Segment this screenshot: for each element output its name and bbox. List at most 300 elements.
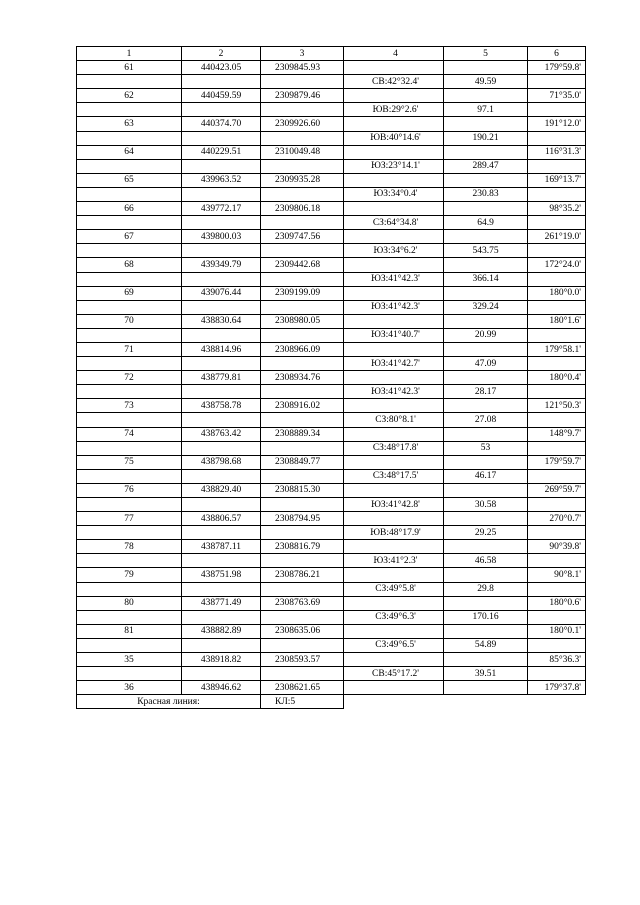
table-cell bbox=[444, 173, 528, 187]
table-row bbox=[77, 441, 586, 455]
table-cell: ЮЗ:34°0.4' bbox=[344, 187, 444, 201]
table-cell bbox=[528, 526, 586, 540]
table-cell bbox=[528, 244, 586, 258]
table-cell: 438946.62 bbox=[182, 681, 261, 695]
table-cell bbox=[528, 131, 586, 145]
table-cell: 440423.05 bbox=[182, 61, 261, 75]
table-cell: ЮЗ:23°14.1' bbox=[344, 159, 444, 173]
table-cell bbox=[444, 399, 528, 413]
column-header: 4 bbox=[344, 47, 444, 61]
table-cell: СЗ:49°6.3' bbox=[344, 610, 444, 624]
table-cell: 71 bbox=[77, 342, 182, 356]
table-cell: 2309199.09 bbox=[261, 286, 344, 300]
table-row bbox=[77, 159, 586, 173]
table-cell: 439076.44 bbox=[182, 286, 261, 300]
table-cell bbox=[261, 385, 344, 399]
table-cell bbox=[182, 216, 261, 230]
table-cell bbox=[182, 103, 261, 117]
table-cell bbox=[528, 216, 586, 230]
table-cell: 180°1.6' bbox=[528, 314, 586, 328]
table-cell bbox=[261, 526, 344, 540]
table-cell bbox=[528, 498, 586, 512]
table-cell bbox=[528, 413, 586, 427]
table-row bbox=[77, 568, 586, 582]
table-cell bbox=[444, 145, 528, 159]
table-cell: 2308966.09 bbox=[261, 342, 344, 356]
table-cell bbox=[182, 582, 261, 596]
table-cell: 261°19.0' bbox=[528, 230, 586, 244]
table-cell bbox=[77, 244, 182, 258]
table-cell: СЗ:64°34.8' bbox=[344, 216, 444, 230]
table-cell bbox=[77, 75, 182, 89]
table-cell bbox=[261, 300, 344, 314]
table-cell bbox=[528, 582, 586, 596]
table-cell bbox=[77, 216, 182, 230]
table-row bbox=[77, 117, 586, 131]
table-cell bbox=[528, 103, 586, 117]
table-cell: ЮЗ:41°42.3' bbox=[344, 385, 444, 399]
table-cell bbox=[344, 483, 444, 497]
table-cell: 180°0.1' bbox=[528, 624, 586, 638]
table-cell bbox=[261, 638, 344, 652]
table-cell: ЮЗ:34°6.2' bbox=[344, 244, 444, 258]
table-cell bbox=[77, 441, 182, 455]
table-cell: 2309845.93 bbox=[261, 61, 344, 75]
table-cell bbox=[444, 230, 528, 244]
column-header: 6 bbox=[528, 47, 586, 61]
table-cell: 85°36.3' bbox=[528, 653, 586, 667]
table-cell bbox=[77, 300, 182, 314]
table-cell bbox=[344, 61, 444, 75]
table-cell bbox=[344, 258, 444, 272]
table-cell bbox=[444, 202, 528, 216]
table-cell bbox=[182, 272, 261, 286]
table-cell: 439963.52 bbox=[182, 173, 261, 187]
table-cell bbox=[77, 498, 182, 512]
table-cell: 179°37.8' bbox=[528, 681, 586, 695]
table-cell: ЮЗ:41°42.7' bbox=[344, 357, 444, 371]
table-cell bbox=[77, 610, 182, 624]
table-cell: 180°0.6' bbox=[528, 596, 586, 610]
table-cell bbox=[261, 216, 344, 230]
table-cell: 2310049.48 bbox=[261, 145, 344, 159]
red-line-value: КЛ:5 bbox=[261, 695, 344, 709]
table-row bbox=[77, 258, 586, 272]
table-cell: 438830.64 bbox=[182, 314, 261, 328]
table-cell bbox=[77, 272, 182, 286]
table-cell: 543.75 bbox=[444, 244, 528, 258]
table-cell bbox=[261, 469, 344, 483]
table-row bbox=[77, 540, 586, 554]
table-cell bbox=[444, 624, 528, 638]
table-cell: 438751.98 bbox=[182, 568, 261, 582]
table-cell: ЮВ:40°14.6' bbox=[344, 131, 444, 145]
table-cell bbox=[444, 89, 528, 103]
table-cell: 180°0.4' bbox=[528, 371, 586, 385]
table-cell: 438779.81 bbox=[182, 371, 261, 385]
table-cell bbox=[261, 272, 344, 286]
table-cell: 75 bbox=[77, 455, 182, 469]
table-cell: 20.99 bbox=[444, 328, 528, 342]
table-cell bbox=[444, 455, 528, 469]
table-cell bbox=[528, 638, 586, 652]
table-cell: 439800.03 bbox=[182, 230, 261, 244]
table-cell: 2308916.02 bbox=[261, 399, 344, 413]
table-row bbox=[77, 328, 586, 342]
table-cell: 2308786.21 bbox=[261, 568, 344, 582]
table-row bbox=[77, 103, 586, 117]
table-row bbox=[77, 286, 586, 300]
red-line-label: Красная линия: bbox=[77, 695, 261, 709]
table-cell bbox=[182, 441, 261, 455]
table-cell bbox=[261, 244, 344, 258]
table-cell bbox=[344, 230, 444, 244]
table-cell: 329.24 bbox=[444, 300, 528, 314]
table-cell: 179°59.8' bbox=[528, 61, 586, 75]
table-row bbox=[77, 357, 586, 371]
table-cell: 30.58 bbox=[444, 498, 528, 512]
table-cell: 230.83 bbox=[444, 187, 528, 201]
table-cell bbox=[77, 638, 182, 652]
table-cell bbox=[528, 300, 586, 314]
table-cell bbox=[444, 653, 528, 667]
table-cell: 73 bbox=[77, 399, 182, 413]
table-cell bbox=[261, 610, 344, 624]
table-cell: 97.1 bbox=[444, 103, 528, 117]
table-cell: 46.58 bbox=[444, 554, 528, 568]
table-cell: 438918.82 bbox=[182, 653, 261, 667]
table-cell: 270°0.7' bbox=[528, 512, 586, 526]
table-row bbox=[77, 610, 586, 624]
table-cell bbox=[261, 187, 344, 201]
table-cell bbox=[182, 75, 261, 89]
table-cell bbox=[261, 441, 344, 455]
table-cell: 90°8.1' bbox=[528, 568, 586, 582]
table-cell: 2308635.06 bbox=[261, 624, 344, 638]
table-cell bbox=[77, 103, 182, 117]
table-row bbox=[77, 61, 586, 75]
coordinates-table bbox=[76, 46, 586, 709]
table-cell: 81 bbox=[77, 624, 182, 638]
table-cell: 46.17 bbox=[444, 469, 528, 483]
table-cell bbox=[261, 357, 344, 371]
table-cell bbox=[344, 596, 444, 610]
table-cell: ЮЗ:41°42.3' bbox=[344, 300, 444, 314]
table-cell: 63 bbox=[77, 117, 182, 131]
column-header: 1 bbox=[77, 47, 182, 61]
table-cell bbox=[77, 159, 182, 173]
table-cell: 2308980.05 bbox=[261, 314, 344, 328]
table-cell: 438771.49 bbox=[182, 596, 261, 610]
table-cell: 191°12.0' bbox=[528, 117, 586, 131]
table-cell: ЮЗ:41°42.8' bbox=[344, 498, 444, 512]
table-cell bbox=[444, 483, 528, 497]
table-row bbox=[77, 75, 586, 89]
table-cell: ЮЗ:41°42.3' bbox=[344, 272, 444, 286]
table-cell: 49.59 bbox=[444, 75, 528, 89]
table-cell: 190.21 bbox=[444, 131, 528, 145]
table-cell: 61 bbox=[77, 61, 182, 75]
table-cell bbox=[261, 159, 344, 173]
table-cell: 66 bbox=[77, 202, 182, 216]
table-cell: 2308593.57 bbox=[261, 653, 344, 667]
table-cell bbox=[77, 582, 182, 596]
table-cell: 90°39.8' bbox=[528, 540, 586, 554]
table-cell: 2308621.65 bbox=[261, 681, 344, 695]
table-cell: 39.51 bbox=[444, 667, 528, 681]
table-cell bbox=[77, 131, 182, 145]
table-cell: 366.14 bbox=[444, 272, 528, 286]
table-row bbox=[77, 342, 586, 356]
table-cell bbox=[444, 371, 528, 385]
table-cell bbox=[182, 413, 261, 427]
table-cell bbox=[182, 300, 261, 314]
table-cell: 36 bbox=[77, 681, 182, 695]
table-cell: 2309442.68 bbox=[261, 258, 344, 272]
table-cell bbox=[528, 385, 586, 399]
table-row bbox=[77, 230, 586, 244]
table-cell: 2309806.18 bbox=[261, 202, 344, 216]
table-cell: 439349.79 bbox=[182, 258, 261, 272]
table-cell bbox=[444, 258, 528, 272]
table-cell bbox=[182, 638, 261, 652]
table-cell bbox=[261, 75, 344, 89]
table-cell: 29.25 bbox=[444, 526, 528, 540]
table-cell: 78 bbox=[77, 540, 182, 554]
table-cell bbox=[344, 314, 444, 328]
table-cell bbox=[528, 357, 586, 371]
table-cell bbox=[182, 469, 261, 483]
table-cell bbox=[528, 159, 586, 173]
table-row bbox=[77, 399, 586, 413]
table-cell: 69 bbox=[77, 286, 182, 300]
table-row bbox=[77, 483, 586, 497]
table-cell bbox=[182, 554, 261, 568]
table-cell bbox=[528, 554, 586, 568]
table-cell bbox=[182, 187, 261, 201]
table-cell: ЮЗ:41°2.3' bbox=[344, 554, 444, 568]
table-cell bbox=[344, 342, 444, 356]
table-cell bbox=[344, 399, 444, 413]
table-cell bbox=[77, 357, 182, 371]
table-cell: 169°13.7' bbox=[528, 173, 586, 187]
table-cell bbox=[77, 413, 182, 427]
table-cell bbox=[344, 568, 444, 582]
table-cell bbox=[344, 89, 444, 103]
table-cell bbox=[528, 187, 586, 201]
table-cell: 64.9 bbox=[444, 216, 528, 230]
table-cell: 70 bbox=[77, 314, 182, 328]
table-cell: 438787.11 bbox=[182, 540, 261, 554]
table-cell bbox=[182, 159, 261, 173]
table-cell: СЗ:80°8.1' bbox=[344, 413, 444, 427]
table-cell bbox=[444, 117, 528, 131]
table-cell: СЗ:48°17.5' bbox=[344, 469, 444, 483]
table-row bbox=[77, 272, 586, 286]
table-cell: 121°50.3' bbox=[528, 399, 586, 413]
table-cell bbox=[444, 286, 528, 300]
table-cell bbox=[182, 244, 261, 258]
table-cell: 2308849.77 bbox=[261, 455, 344, 469]
table-cell bbox=[344, 427, 444, 441]
table-cell: 289.47 bbox=[444, 159, 528, 173]
table-cell: 28.17 bbox=[444, 385, 528, 399]
table-cell bbox=[444, 596, 528, 610]
table-row bbox=[77, 427, 586, 441]
table-cell: 35 bbox=[77, 653, 182, 667]
table-cell: 438829.40 bbox=[182, 483, 261, 497]
table-row bbox=[77, 455, 586, 469]
table-row bbox=[77, 638, 586, 652]
table-cell bbox=[528, 272, 586, 286]
table-cell bbox=[261, 413, 344, 427]
table-row bbox=[77, 187, 586, 201]
table-cell bbox=[182, 610, 261, 624]
table-cell: 2308816.79 bbox=[261, 540, 344, 554]
table-row bbox=[77, 681, 586, 695]
table-cell bbox=[77, 554, 182, 568]
table-cell: 2309879.46 bbox=[261, 89, 344, 103]
table-cell bbox=[344, 117, 444, 131]
table-cell: 180°0.0' bbox=[528, 286, 586, 300]
table-cell: 440459.59 bbox=[182, 89, 261, 103]
table-cell: 68 bbox=[77, 258, 182, 272]
table-cell bbox=[261, 667, 344, 681]
table-cell: 440229.51 bbox=[182, 145, 261, 159]
table-cell: 29.8 bbox=[444, 582, 528, 596]
table-cell: 54.89 bbox=[444, 638, 528, 652]
table-cell bbox=[77, 187, 182, 201]
table-cell bbox=[444, 342, 528, 356]
table-cell: 172°24.0' bbox=[528, 258, 586, 272]
table-cell bbox=[444, 314, 528, 328]
table-row bbox=[77, 596, 586, 610]
table-cell: СВ:42°32.4' bbox=[344, 75, 444, 89]
table-cell: 27.08 bbox=[444, 413, 528, 427]
table-cell: 2308889.34 bbox=[261, 427, 344, 441]
table-cell: 438758.78 bbox=[182, 399, 261, 413]
table-cell bbox=[344, 173, 444, 187]
table-cell: 2308815.30 bbox=[261, 483, 344, 497]
table-cell: 438798.68 bbox=[182, 455, 261, 469]
table-cell bbox=[77, 328, 182, 342]
table-cell: 53 bbox=[444, 441, 528, 455]
table-row bbox=[77, 512, 586, 526]
column-header: 3 bbox=[261, 47, 344, 61]
table-body bbox=[77, 61, 586, 695]
table-cell: 179°59.7' bbox=[528, 455, 586, 469]
table-cell: ЮЗ:41°40.7' bbox=[344, 328, 444, 342]
table-cell: 2309747.56 bbox=[261, 230, 344, 244]
table-cell: 438763.42 bbox=[182, 427, 261, 441]
table-cell bbox=[528, 441, 586, 455]
table-cell bbox=[344, 455, 444, 469]
table-cell bbox=[528, 667, 586, 681]
table-row bbox=[77, 385, 586, 399]
table-row bbox=[77, 554, 586, 568]
table-cell: СЗ:49°5.8' bbox=[344, 582, 444, 596]
table-cell: 440374.70 bbox=[182, 117, 261, 131]
table-cell bbox=[528, 328, 586, 342]
table-cell: ЮВ:29°2.6' bbox=[344, 103, 444, 117]
table-cell bbox=[77, 667, 182, 681]
table-cell bbox=[77, 385, 182, 399]
column-header: 5 bbox=[444, 47, 528, 61]
table-cell: 77 bbox=[77, 512, 182, 526]
table-cell bbox=[182, 526, 261, 540]
table-cell: 170.16 bbox=[444, 610, 528, 624]
table-cell: 438814.96 bbox=[182, 342, 261, 356]
table-cell bbox=[261, 328, 344, 342]
table-cell bbox=[182, 385, 261, 399]
table-cell bbox=[344, 512, 444, 526]
table-row bbox=[77, 216, 586, 230]
table-cell bbox=[77, 526, 182, 540]
table-cell: 2308794.95 bbox=[261, 512, 344, 526]
table-row bbox=[77, 202, 586, 216]
table-cell bbox=[344, 624, 444, 638]
table-cell: 2308934.76 bbox=[261, 371, 344, 385]
column-header: 2 bbox=[182, 47, 261, 61]
table-cell: 439772.17 bbox=[182, 202, 261, 216]
table-cell bbox=[182, 498, 261, 512]
table-row bbox=[77, 244, 586, 258]
table-cell: СВ:45°17.2' bbox=[344, 667, 444, 681]
table-cell bbox=[344, 653, 444, 667]
table-cell bbox=[344, 145, 444, 159]
table-cell: 72 bbox=[77, 371, 182, 385]
table-row bbox=[77, 667, 586, 681]
table-cell: 47.09 bbox=[444, 357, 528, 371]
table-cell bbox=[444, 568, 528, 582]
table-row bbox=[77, 173, 586, 187]
table-cell bbox=[344, 540, 444, 554]
table-cell bbox=[444, 681, 528, 695]
table-row bbox=[77, 526, 586, 540]
table-cell: 74 bbox=[77, 427, 182, 441]
table-cell: 2309926.60 bbox=[261, 117, 344, 131]
table-cell: 2309935.28 bbox=[261, 173, 344, 187]
table-row bbox=[77, 498, 586, 512]
table-row bbox=[77, 314, 586, 328]
table-cell: 67 bbox=[77, 230, 182, 244]
table-cell: СЗ:48°17.8' bbox=[344, 441, 444, 455]
table-cell: ЮВ:48°17.9' bbox=[344, 526, 444, 540]
table-cell bbox=[182, 667, 261, 681]
table-cell bbox=[261, 131, 344, 145]
table-row bbox=[77, 131, 586, 145]
table-cell: СЗ:49°6.5' bbox=[344, 638, 444, 652]
table-cell bbox=[182, 131, 261, 145]
footer-row bbox=[77, 695, 586, 709]
table-cell: 76 bbox=[77, 483, 182, 497]
table-cell bbox=[182, 328, 261, 342]
table-cell bbox=[444, 540, 528, 554]
table-row bbox=[77, 371, 586, 385]
table-cell: 79 bbox=[77, 568, 182, 582]
table-cell: 148°9.7' bbox=[528, 427, 586, 441]
table-cell bbox=[528, 75, 586, 89]
table-cell bbox=[261, 554, 344, 568]
table-row bbox=[77, 413, 586, 427]
table-cell bbox=[344, 371, 444, 385]
table-cell bbox=[344, 681, 444, 695]
table-cell: 65 bbox=[77, 173, 182, 187]
table-cell: 71°35.0' bbox=[528, 89, 586, 103]
table-cell bbox=[261, 582, 344, 596]
table-cell bbox=[444, 427, 528, 441]
table-cell bbox=[261, 103, 344, 117]
